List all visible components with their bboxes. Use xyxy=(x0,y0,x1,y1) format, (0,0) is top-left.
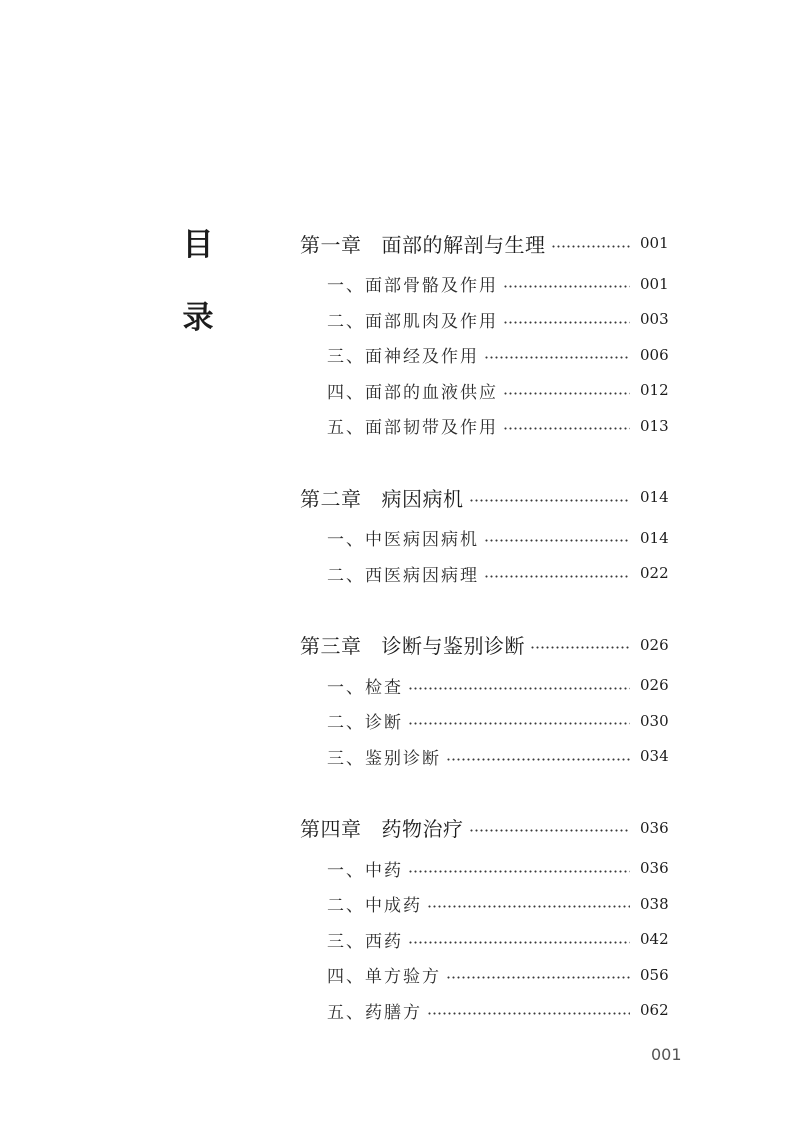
section-title: 诊断 xyxy=(365,713,403,734)
section-title: 面部骨骼及作用 xyxy=(365,276,498,297)
section-index: 三、 xyxy=(327,931,365,952)
leader-dots xyxy=(503,321,630,324)
leader-dots xyxy=(446,976,630,979)
leader-dots xyxy=(408,941,630,944)
section-index: 二、 xyxy=(327,896,365,917)
chapter-2 xyxy=(300,474,668,591)
leader-dots xyxy=(484,539,630,542)
section-title: 单方验方 xyxy=(365,967,441,988)
leader-dots xyxy=(408,870,630,873)
section-4-1 xyxy=(300,851,668,887)
section-page: 056 xyxy=(640,965,669,984)
leader-dots xyxy=(427,1012,630,1015)
section-4-4 xyxy=(300,957,668,993)
section-1-3 xyxy=(300,337,668,373)
section-title: 面部韧带及作用 xyxy=(365,418,498,439)
section-4-5 xyxy=(300,993,668,1029)
page-number: 001 xyxy=(651,1045,682,1064)
section-label xyxy=(327,891,422,916)
chapter-4 xyxy=(300,805,668,1029)
section-index: 一、 xyxy=(327,860,365,881)
section-page: 030 xyxy=(640,711,669,730)
chapter-1-heading xyxy=(300,220,668,266)
section-title: 鉴别诊断 xyxy=(365,748,441,769)
section-page: 003 xyxy=(640,310,669,329)
section-page: 013 xyxy=(640,416,669,435)
section-2-1 xyxy=(300,520,668,556)
chapter-3 xyxy=(300,622,668,775)
section-page: 006 xyxy=(640,345,669,364)
section-4-2 xyxy=(300,886,668,922)
leader-dots xyxy=(551,245,631,248)
section-title: 面部的血液供应 xyxy=(365,382,498,403)
chapter-1-title: 面部的解剖与生理 xyxy=(381,232,546,257)
leader-dots xyxy=(503,392,630,395)
section-4-3 xyxy=(300,922,668,958)
leader-dots xyxy=(408,722,630,725)
chapter-2-heading xyxy=(300,474,668,520)
section-label xyxy=(327,708,403,733)
chapter-4-title: 药物治疗 xyxy=(381,817,464,841)
section-3-3 xyxy=(300,739,668,775)
section-index: 一、 xyxy=(327,276,365,297)
section-page: 042 xyxy=(640,930,669,949)
chapter-4-number: 第四章 xyxy=(300,817,362,841)
section-label xyxy=(327,271,498,296)
toc-title xyxy=(181,228,215,335)
leader-dots xyxy=(427,905,630,908)
section-label xyxy=(327,378,498,403)
section-1-1 xyxy=(300,266,668,302)
chapter-3-title: 诊断与鉴别诊断 xyxy=(381,634,525,658)
section-index: 五、 xyxy=(327,418,365,439)
section-label xyxy=(327,998,422,1023)
section-index: 二、 xyxy=(327,713,365,734)
chapter-3-page: 026 xyxy=(640,635,669,654)
section-page: 014 xyxy=(640,528,669,547)
toc-title-char-2: 录 xyxy=(182,300,214,336)
section-3-2 xyxy=(300,703,668,739)
chapter-3-heading xyxy=(300,622,668,668)
section-title: 面部肌肉及作用 xyxy=(365,311,498,332)
section-title: 药膳方 xyxy=(365,1002,422,1023)
section-label xyxy=(327,413,498,438)
section-page: 034 xyxy=(640,747,669,766)
section-label xyxy=(327,307,498,332)
section-title: 中医病因病机 xyxy=(365,530,479,551)
section-title: 检查 xyxy=(365,677,403,698)
section-1-4 xyxy=(300,373,668,409)
section-title: 西医病因病理 xyxy=(365,565,479,586)
section-label xyxy=(327,561,479,586)
toc-list xyxy=(300,220,668,1028)
section-page: 062 xyxy=(640,1001,669,1020)
leader-dots xyxy=(530,646,630,649)
chapter-1 xyxy=(300,220,668,444)
section-page: 026 xyxy=(640,676,669,695)
leader-dots xyxy=(484,575,630,578)
section-index: 一、 xyxy=(327,530,365,551)
section-title: 中药 xyxy=(365,860,403,881)
chapter-4-page: 036 xyxy=(640,818,669,837)
leader-dots xyxy=(408,687,630,690)
section-label xyxy=(327,342,479,367)
section-title: 中成药 xyxy=(365,896,422,917)
section-3-1 xyxy=(300,668,668,704)
section-title: 西药 xyxy=(365,931,403,952)
leader-dots xyxy=(446,758,630,761)
section-label xyxy=(327,927,403,952)
section-label xyxy=(327,525,479,550)
leader-dots xyxy=(469,829,631,832)
section-index: 四、 xyxy=(327,967,365,988)
chapter-4-heading xyxy=(300,805,668,851)
section-page: 001 xyxy=(640,274,669,293)
section-index: 三、 xyxy=(327,748,365,769)
section-label xyxy=(327,856,403,881)
section-index: 三、 xyxy=(327,347,365,368)
section-1-2 xyxy=(300,302,668,338)
chapter-1-number: 第一章 xyxy=(300,232,362,257)
section-1-5 xyxy=(300,408,668,444)
chapter-3-number: 第三章 xyxy=(300,634,362,658)
section-label xyxy=(327,744,441,769)
section-page: 036 xyxy=(640,859,669,878)
section-index: 五、 xyxy=(327,1002,365,1023)
section-label xyxy=(327,673,403,698)
section-title: 面神经及作用 xyxy=(365,347,479,368)
section-index: 二、 xyxy=(327,311,365,332)
section-index: 四、 xyxy=(327,382,365,403)
leader-dots xyxy=(503,427,630,430)
chapter-2-page: 014 xyxy=(640,488,669,506)
section-page: 038 xyxy=(640,894,669,913)
section-page: 012 xyxy=(640,381,669,400)
section-index: 二、 xyxy=(327,565,365,586)
toc-title-char-1: 目 xyxy=(182,227,214,263)
section-label xyxy=(327,962,441,987)
leader-dots xyxy=(503,285,630,288)
chapter-1-page: 001 xyxy=(640,234,669,252)
chapter-2-number: 第二章 xyxy=(300,486,362,511)
leader-dots xyxy=(484,356,630,359)
chapter-2-title: 病因病机 xyxy=(381,486,464,511)
section-page: 022 xyxy=(640,564,669,583)
section-2-2 xyxy=(300,556,668,592)
section-index: 一、 xyxy=(327,677,365,698)
leader-dots xyxy=(469,499,631,502)
